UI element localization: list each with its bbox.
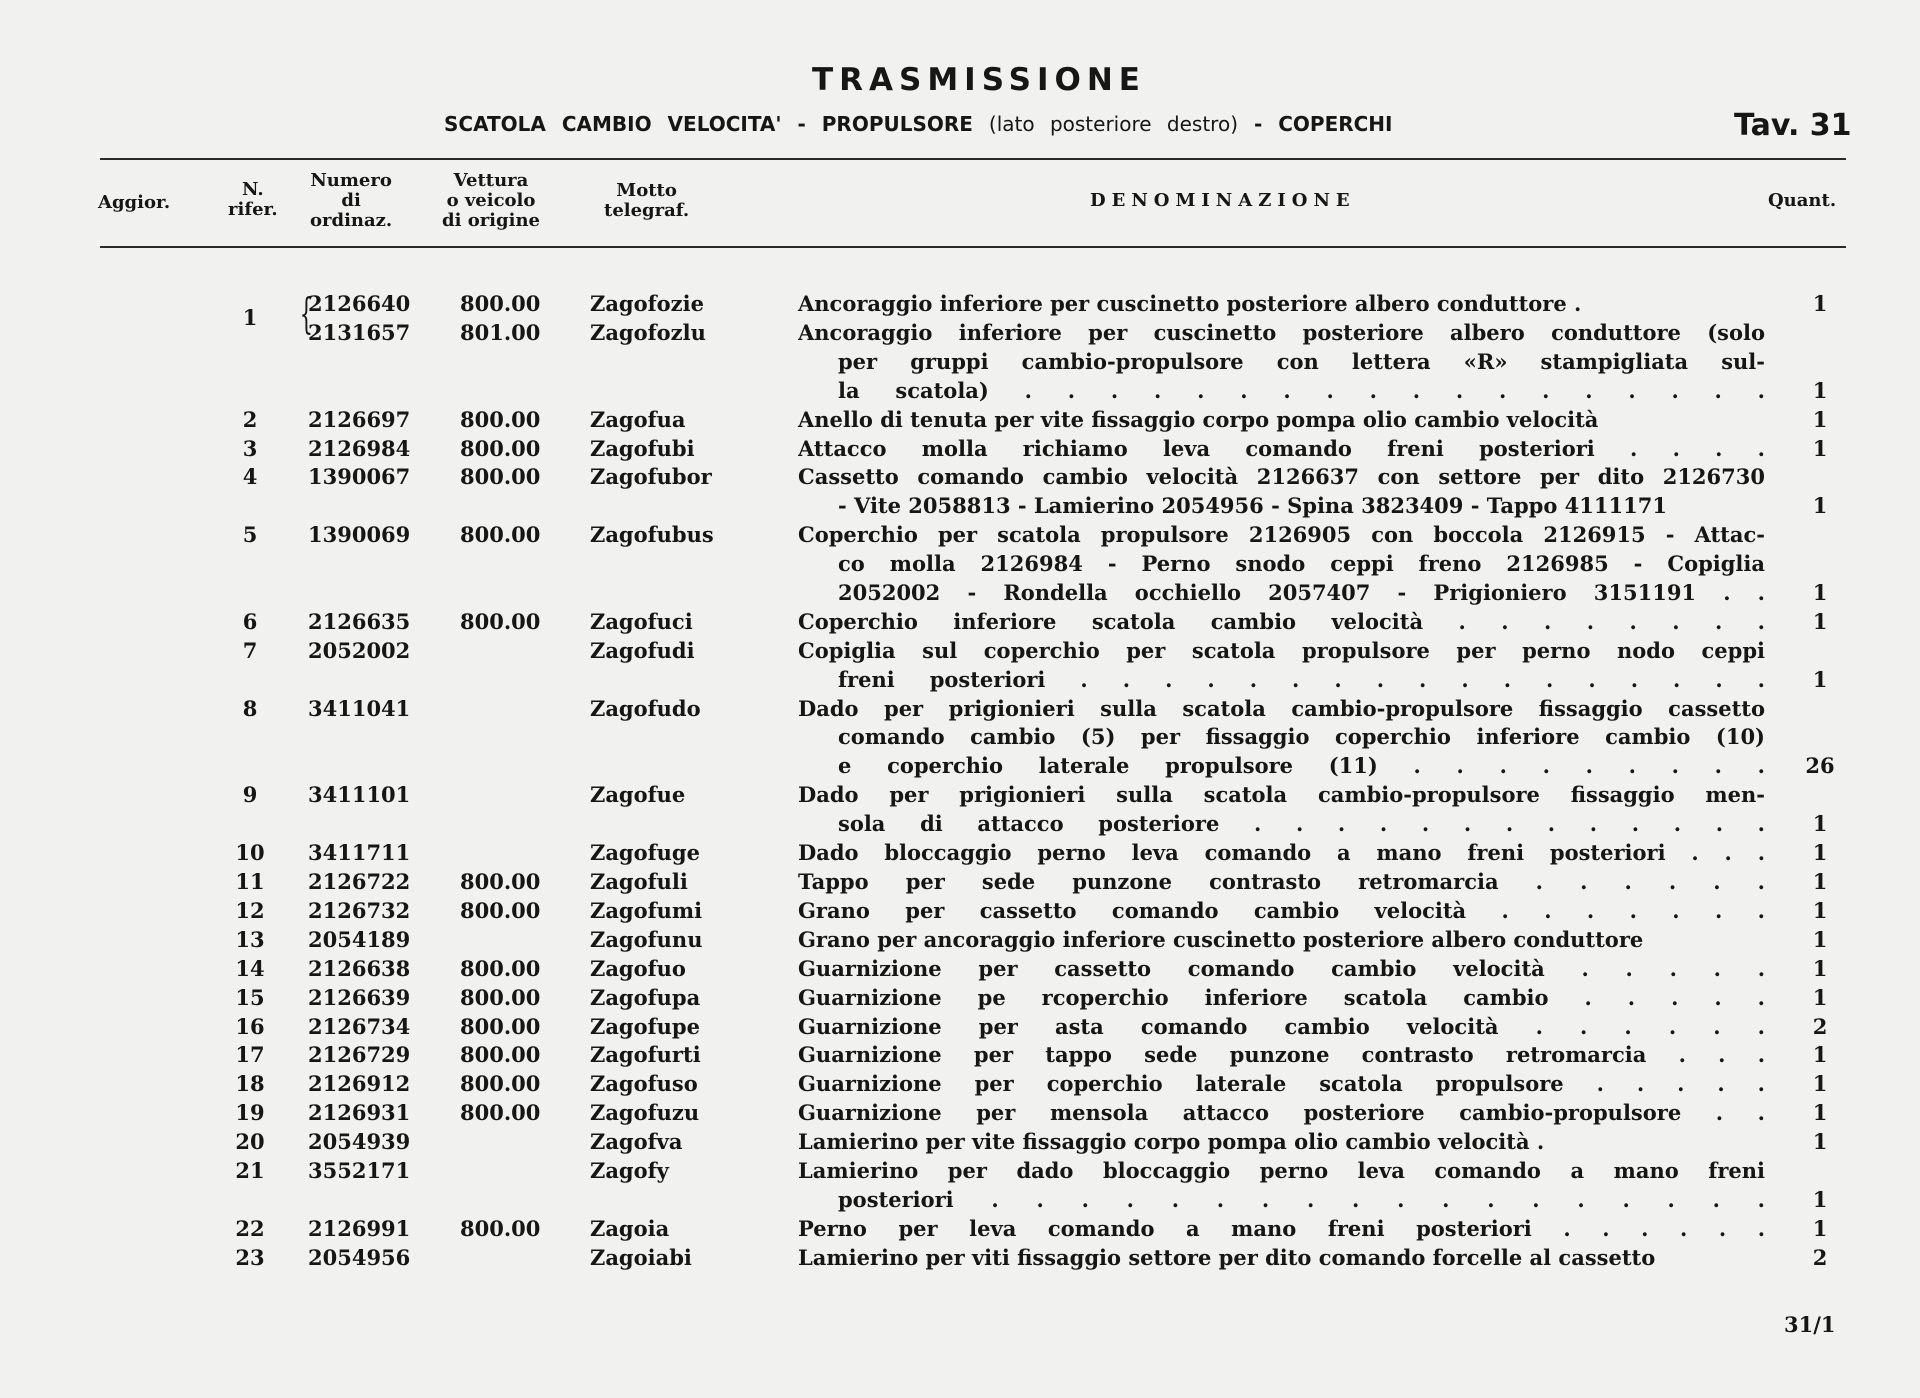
row-telegraph-code: Zagofubus: [590, 522, 714, 548]
row-description-line: Ancoraggio inferiore per cuscinetto posteriore albero conduttore (solo: [798, 319, 1765, 345]
row-quantity: 1: [1812, 1129, 1828, 1155]
row-vehicle-origin: 800.00: [460, 897, 541, 923]
row-vehicle-origin: 801.00: [460, 319, 541, 345]
row-telegraph-code: Zagofuo: [590, 955, 686, 981]
row-telegraph-code: Zagofva: [590, 1129, 683, 1155]
row-ref-number: 9: [242, 782, 258, 808]
table-row: [0, 867, 1920, 896]
row-description-line: Anello di tenuta per vite fissaggio corpo pompa olio cambio velocità: [798, 406, 1599, 432]
row-order-number: 2126722: [308, 869, 411, 894]
row-telegraph-code: Zagofuli: [590, 869, 688, 894]
table-row: [0, 983, 1920, 1012]
row-description-line: per gruppi cambio-propulsore con lettera «R» stampigliata sul-: [838, 348, 1765, 374]
row-quantity: 1: [1812, 926, 1828, 952]
row-description-line: Coperchio per scatola propulsore 2126905 con boccola 2126915 - Attac-: [798, 522, 1765, 548]
row-order-number: 2052002: [308, 637, 411, 663]
row-description-line: - Vite 2058813 - Lamierino 2054956 - Spina 3823409 - Tappo 4111171: [838, 493, 1667, 519]
row-description-line: Cassetto comando cambio velocità 2126637 con settore per dito 2126730: [798, 464, 1765, 490]
row-quantity: 1: [1812, 1186, 1828, 1212]
row-quantity: 1: [1812, 955, 1828, 981]
row-quantity: 1: [1812, 406, 1828, 432]
row-ref-number: 13: [235, 926, 265, 952]
row-order-number: 3411101: [308, 782, 411, 808]
table-row: [0, 1214, 1920, 1243]
row-order-number: 2126635: [308, 608, 411, 634]
col-rifer: N. rifer.: [228, 179, 278, 220]
row-telegraph-code: Zagofunu: [590, 926, 703, 952]
row-quantity: 1: [1812, 493, 1828, 519]
row-telegraph-code: Zagofuso: [590, 1071, 698, 1097]
row-vehicle-origin: 800.00: [460, 1215, 541, 1241]
row-telegraph-code: Zagofuzu: [590, 1100, 700, 1126]
row-quantity: 1: [1812, 579, 1828, 605]
row-order-number: 2126732: [308, 897, 411, 923]
row-group-brace: {: [299, 289, 314, 338]
row-telegraph-code: Zagofue: [590, 782, 686, 808]
row-description-line: Guarnizione per tappo sede punzone contrasto retromarcia . . .: [798, 1042, 1765, 1068]
row-vehicle-origin: 800.00: [460, 955, 541, 981]
row-order-number: 3411711: [308, 840, 411, 866]
table-row: [0, 1012, 1920, 1041]
table-row: [0, 896, 1920, 925]
row-description-line: Guarnizione per cassetto comando cambio velocità . . . . .: [798, 955, 1765, 981]
table-row: [0, 636, 1920, 692]
row-vehicle-origin: 800.00: [460, 1071, 541, 1097]
table-row: [0, 1098, 1920, 1127]
row-ref-number: 21: [235, 1158, 265, 1183]
row-description-line: Lamierino per viti fissaggio settore per dito comando forcelle al cassetto: [798, 1244, 1656, 1270]
row-description-line: comando cambio (5) per fissaggio coperchio inferiore cambio (10): [838, 724, 1765, 750]
row-telegraph-code: Zagofurti: [590, 1042, 701, 1068]
row-telegraph-code: Zagofuci: [590, 608, 693, 634]
row-vehicle-origin: 800.00: [460, 291, 541, 316]
table-row: [0, 1069, 1920, 1098]
row-description-line: Dado per prigionieri sulla scatola cambio-propulsore fissaggio men-: [798, 782, 1765, 808]
row-vehicle-origin: 800.00: [460, 464, 541, 490]
row-quantity: 1: [1812, 811, 1828, 837]
table-row: [0, 1127, 1920, 1156]
subtitle-detail: (lato posteriore destro): [988, 112, 1238, 136]
row-telegraph-code: Zagofua: [590, 406, 686, 432]
col-numero: Numero di ordinaz.: [310, 170, 393, 231]
row-description-line: e coperchio laterale propulsore (11) . . . . . . . . .: [838, 753, 1765, 779]
row-description-line: posteriori . . . . . . . . . . . . . . . . . .: [838, 1186, 1765, 1212]
row-ref-number: 15: [235, 984, 265, 1010]
row-ref-number: 1: [242, 305, 258, 330]
col-aggior: Aggior.: [98, 192, 171, 213]
row-telegraph-code: Zagoiabi: [590, 1244, 692, 1270]
table-row: [0, 694, 1920, 779]
row-description-line: Attacco molla richiamo leva comando freni posteriori . . . .: [798, 435, 1765, 461]
row-telegraph-code: Zagofupe: [590, 1013, 700, 1039]
table-row: [0, 520, 1920, 605]
row-ref-number: 11: [235, 869, 265, 894]
row-quantity: 1: [1812, 1042, 1828, 1068]
row-description-line: Grano per cassetto comando cambio velocità . . . . . . .: [798, 897, 1765, 923]
row-telegraph-code: Zagofuge: [590, 840, 700, 866]
row-telegraph-code: Zagofupa: [590, 984, 701, 1010]
table-row: [0, 289, 1920, 330]
row-description-line: 2052002 - Rondella occhiello 2057407 - Prigioniero 3151191 . .: [838, 579, 1765, 605]
row-quantity: 1: [1812, 984, 1828, 1010]
row-vehicle-origin: 800.00: [460, 869, 541, 894]
row-quantity: 1: [1812, 291, 1828, 316]
row-vehicle-origin: 800.00: [460, 984, 541, 1010]
row-quantity: 1: [1812, 435, 1828, 461]
table-row: [0, 405, 1920, 434]
row-description-line: sola di attacco posteriore . . . . . . . . . . . . .: [838, 811, 1765, 837]
row-telegraph-code: Zagofumi: [590, 897, 703, 923]
row-ref-number: 18: [235, 1071, 265, 1097]
row-ref-number: 12: [235, 897, 265, 923]
row-description-line: Ancoraggio inferiore per cuscinetto posteriore albero conduttore .: [798, 291, 1582, 316]
row-order-number: 2131657: [308, 319, 411, 345]
row-quantity: 1: [1812, 869, 1828, 894]
row-description-line: Copiglia sul coperchio per scatola propulsore per perno nodo ceppi: [798, 637, 1765, 663]
header-top-rule: [100, 158, 1846, 160]
row-telegraph-code: Zagofy: [590, 1158, 669, 1183]
row-quantity: 26: [1805, 753, 1835, 779]
row-description-line: Tappo per sede punzone contrasto retromarcia . . . . . .: [798, 869, 1765, 894]
row-ref-number: 20: [235, 1129, 265, 1155]
row-quantity: 1: [1812, 1100, 1828, 1126]
row-telegraph-code: Zagofudi: [590, 637, 695, 663]
row-quantity: 2: [1812, 1244, 1828, 1270]
row-order-number: 2054956: [308, 1244, 411, 1270]
table-row: [0, 925, 1920, 954]
row-order-number: 2126640: [308, 291, 411, 316]
row-ref-number: 8: [242, 695, 258, 721]
row-ref-number: 14: [235, 955, 265, 981]
row-ref-number: 16: [235, 1013, 265, 1039]
row-telegraph-code: Zagofudo: [590, 695, 701, 721]
row-telegraph-code: Zagoia: [590, 1215, 670, 1241]
row-telegraph-code: Zagofozlu: [590, 319, 706, 345]
col-denominazione: DENOMINAZIONE: [1090, 190, 1356, 211]
row-quantity: 1: [1812, 608, 1828, 634]
row-ref-number: 5: [242, 522, 258, 548]
row-order-number: 1390067: [308, 464, 411, 490]
row-vehicle-origin: 800.00: [460, 435, 541, 461]
row-ref-number: 23: [235, 1244, 265, 1270]
row-order-number: 1390069: [308, 522, 411, 548]
row-description-line: Grano per ancoraggio inferiore cuscinetto posteriore albero conduttore: [798, 926, 1644, 952]
row-telegraph-code: Zagofozie: [590, 291, 704, 316]
table-row: [0, 462, 1920, 519]
page-subtitle: [444, 112, 1393, 136]
row-order-number: 2126912: [308, 1071, 411, 1097]
row-order-number: 3411041: [308, 695, 411, 721]
row-telegraph-code: Zagofubor: [590, 464, 712, 490]
col-motto: Motto telegraf.: [604, 180, 690, 221]
row-order-number: 2126931: [308, 1100, 411, 1126]
table-row: [0, 1040, 1920, 1069]
row-quantity: 1: [1812, 1215, 1828, 1241]
row-order-number: 2126734: [308, 1013, 411, 1039]
table-row: [0, 780, 1920, 837]
table-row: [0, 954, 1920, 983]
row-ref-number: 3: [242, 435, 258, 461]
row-description-line: Dado bloccaggio perno leva comando a mano freni posteriori . . .: [798, 840, 1765, 866]
row-ref-number: 22: [235, 1215, 265, 1241]
row-description-line: Guarnizione pe rcoperchio inferiore scatola cambio . . . . .: [798, 984, 1765, 1010]
row-vehicle-origin: 800.00: [460, 608, 541, 634]
col-quant: Quant.: [1768, 190, 1837, 211]
row-quantity: 2: [1812, 1013, 1828, 1039]
row-order-number: 2126984: [308, 435, 411, 461]
table-row: [0, 1243, 1920, 1272]
row-vehicle-origin: 800.00: [460, 1042, 541, 1068]
table-number: Tav. 31: [1734, 108, 1852, 143]
row-ref-number: 6: [242, 608, 258, 634]
row-order-number: 2126639: [308, 984, 411, 1010]
page-number: 31/1: [1784, 1312, 1836, 1337]
subtitle-end: - COPERCHI: [1253, 112, 1393, 136]
row-description-line: co molla 2126984 - Perno snodo ceppi freno 2126985 - Copiglia: [838, 551, 1765, 577]
row-vehicle-origin: 800.00: [460, 1100, 541, 1126]
row-description-line: Guarnizione per mensola attacco posteriore cambio-propulsore . .: [798, 1100, 1765, 1126]
row-description-line: Perno per leva comando a mano freni posteriori . . . . . .: [798, 1215, 1765, 1241]
row-order-number: 2126729: [308, 1042, 411, 1068]
table-row: [0, 434, 1920, 463]
row-order-number: 2054939: [308, 1129, 411, 1155]
row-description-line: la scatola) . . . . . . . . . . . . . . . . . .: [838, 377, 1765, 403]
header-bottom-rule: [100, 246, 1846, 248]
row-ref-number: 17: [235, 1042, 265, 1068]
row-order-number: 3552171: [308, 1158, 411, 1183]
subtitle-main: SCATOLA CAMBIO VELOCITA' - PROPULSORE: [444, 112, 973, 136]
row-order-number: 2126697: [308, 406, 411, 432]
row-description-line: Lamierino per dado bloccaggio perno leva comando a mano freni: [798, 1158, 1765, 1183]
page-title: TRASMISSIONE: [812, 62, 1146, 98]
row-quantity: 1: [1812, 377, 1828, 403]
table-row: [0, 318, 1920, 403]
table-row: [0, 838, 1920, 867]
row-description-line: Dado per prigionieri sulla scatola cambio-propulsore fissaggio cassetto: [798, 695, 1765, 721]
row-ref-number: 2: [242, 406, 258, 432]
row-description-line: Guarnizione per coperchio laterale scatola propulsore . . . . .: [798, 1071, 1765, 1097]
table-row: [0, 607, 1920, 636]
row-vehicle-origin: 800.00: [460, 522, 541, 548]
row-vehicle-origin: 800.00: [460, 406, 541, 432]
row-order-number: 2126638: [308, 955, 411, 981]
row-quantity: 1: [1812, 1071, 1828, 1097]
table-row: [0, 1156, 1920, 1212]
row-quantity: 1: [1812, 666, 1828, 692]
row-description-line: Lamierino per vite fissaggio corpo pompa olio cambio velocità .: [798, 1129, 1545, 1155]
row-quantity: 1: [1812, 840, 1828, 866]
row-description-line: freni posteriori . . . . . . . . . . . . . . . . .: [838, 666, 1765, 692]
row-ref-number: 4: [242, 464, 258, 490]
row-description-line: Coperchio inferiore scatola cambio velocità . . . . . . . .: [798, 608, 1765, 634]
row-order-number: 2126991: [308, 1215, 411, 1241]
row-telegraph-code: Zagofubi: [590, 435, 695, 461]
row-vehicle-origin: 800.00: [460, 1013, 541, 1039]
row-quantity: 1: [1812, 897, 1828, 923]
row-order-number: 2054189: [308, 926, 411, 952]
col-vettura: Vettura o veicolo di origine: [442, 170, 540, 231]
row-ref-number: 19: [235, 1100, 265, 1126]
row-ref-number: 7: [242, 637, 258, 663]
row-ref-number: 10: [235, 840, 265, 866]
row-description-line: Guarnizione per asta comando cambio velocità . . . . . .: [798, 1013, 1765, 1039]
